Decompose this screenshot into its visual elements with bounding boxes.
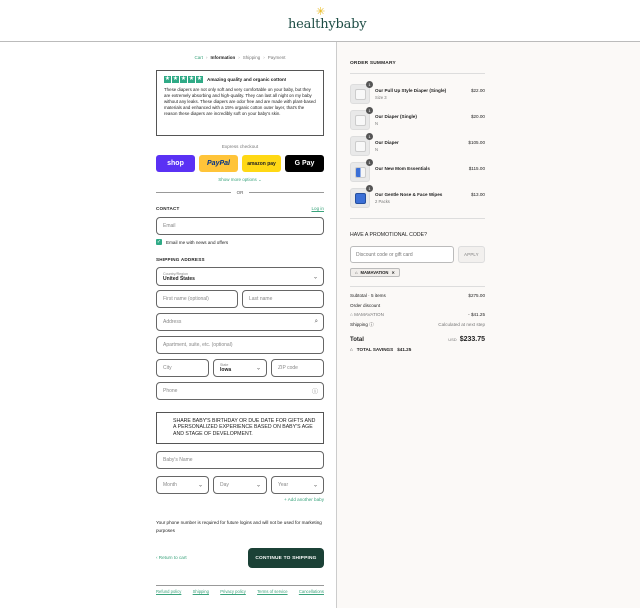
quantity-badge: 1 xyxy=(366,185,373,192)
order-summary-title: ORDER SUMMARY xyxy=(350,61,396,66)
chevron-down-icon: ⌄ xyxy=(255,365,261,372)
birth-day-select[interactable] xyxy=(213,476,267,494)
shipping-label: Shipping xyxy=(350,322,368,327)
star-rating xyxy=(164,76,316,83)
zip-field[interactable] xyxy=(271,359,324,377)
item-name: Our Diaper (Single) xyxy=(375,114,417,119)
logo-text: healthybaby xyxy=(288,17,367,32)
item-price: $105.00 xyxy=(468,140,485,145)
star-icon: ★ xyxy=(188,76,195,82)
country-value: United States xyxy=(163,275,195,282)
search-icon: ⌕ xyxy=(314,318,318,325)
last-name-field[interactable] xyxy=(242,290,324,308)
phone-placeholder: Phone xyxy=(163,388,178,394)
star-icon: ★ xyxy=(196,76,203,82)
last-name-placeholder: Last name xyxy=(249,296,273,302)
help-circle-icon[interactable]: ⓘ xyxy=(311,389,318,396)
chevron-down-icon: ⌄ xyxy=(312,274,318,280)
total-amount xyxy=(448,336,485,343)
quantity-badge: 1 xyxy=(366,107,373,114)
summary-divider xyxy=(350,218,485,219)
line-item xyxy=(350,188,485,208)
review-box xyxy=(156,70,324,136)
express-checkout-title: Express checkout xyxy=(221,144,259,149)
chevron-right-icon: › xyxy=(238,55,240,60)
shop-pay-button[interactable]: shop xyxy=(156,155,195,172)
total-savings-row xyxy=(350,347,485,352)
country-label: Country/Region xyxy=(163,271,188,276)
discount-code-placeholder: Discount code or gift card xyxy=(356,251,413,258)
item-name: Our Diaper xyxy=(375,140,399,145)
address-placeholder: Address xyxy=(163,319,182,325)
discount-value: - $41.25 xyxy=(468,312,485,317)
checkout-form-column xyxy=(0,42,336,608)
line-item xyxy=(350,136,485,156)
contact-title: CONTACT xyxy=(156,206,180,211)
city-placeholder: City xyxy=(163,365,172,371)
baby-name-placeholder: Baby's Name xyxy=(163,457,193,463)
add-another-baby-link[interactable]: + Add another baby xyxy=(284,497,324,502)
footer-links xyxy=(156,589,324,594)
state-value: Iowa xyxy=(220,367,232,373)
sunburst-icon: ✳ xyxy=(316,6,326,18)
diaper-pack-icon xyxy=(355,141,366,152)
item-name: Our Pull Up Style Diaper (Single) xyxy=(375,88,447,93)
show-more-options-link[interactable]: Show more options ⌄ xyxy=(218,177,262,182)
or-divider xyxy=(156,189,324,195)
summary-divider xyxy=(350,286,485,287)
total-row xyxy=(350,336,485,343)
breadcrumb-shipping: Shipping xyxy=(242,55,261,60)
subtotal-row xyxy=(350,293,485,298)
order-discount-row xyxy=(350,303,485,308)
star-icon: ★ xyxy=(172,76,179,82)
year-placeholder: Year xyxy=(278,482,289,488)
or-text: OR xyxy=(236,189,244,195)
amazon-pay-button[interactable]: amazon pay xyxy=(242,155,281,172)
item-name: Our New Mom Essentials xyxy=(375,166,430,171)
continue-to-shipping-button[interactable]: CONTINUE TO SHIPPING xyxy=(248,548,324,568)
breadcrumb xyxy=(156,55,324,60)
essentials-kit-icon xyxy=(355,167,366,178)
zip-placeholder: ZIP code xyxy=(278,365,298,371)
total-label: Total xyxy=(350,337,364,343)
day-placeholder: Day xyxy=(220,482,229,488)
shipping-policy-link[interactable]: Shipping xyxy=(192,589,209,594)
star-icon: ★ xyxy=(180,76,187,82)
remove-discount-icon[interactable]: ✕ xyxy=(391,270,395,275)
star-icon: ★ xyxy=(164,76,171,82)
applied-discount-tag xyxy=(350,268,400,277)
item-variant: Size 3 xyxy=(375,95,387,100)
state-select[interactable] xyxy=(213,359,267,377)
express-payment-buttons xyxy=(156,155,324,172)
country-select[interactable] xyxy=(156,267,324,286)
line-item xyxy=(350,110,485,130)
newsletter-label: Email me with news and offers xyxy=(166,239,229,245)
chevron-right-icon: › xyxy=(205,55,208,60)
currency-code: USD xyxy=(448,337,457,342)
phone-field[interactable] xyxy=(156,382,324,400)
discount-code-name: MAMAVATION xyxy=(354,312,384,317)
shipping-label-group xyxy=(350,322,374,328)
divider-line xyxy=(249,192,324,193)
birth-year-select[interactable] xyxy=(271,476,324,494)
diaper-pack-icon xyxy=(355,115,366,126)
item-price: $22.00 xyxy=(470,88,485,93)
google-pay-button[interactable]: G Pay xyxy=(285,155,324,172)
address-field[interactable] xyxy=(156,313,324,331)
wipes-pack-icon xyxy=(355,193,366,204)
quantity-badge: 1 xyxy=(366,133,373,140)
breadcrumb-information: Information xyxy=(210,55,236,60)
cancellations-link[interactable]: Cancellations xyxy=(298,589,324,594)
breadcrumb-payment: Payment xyxy=(267,55,286,60)
birth-month-select[interactable] xyxy=(156,476,209,494)
discount-code-applied xyxy=(350,312,384,317)
help-circle-icon[interactable]: ⓘ xyxy=(369,322,374,327)
item-variant: N xyxy=(375,147,379,152)
chevron-right-icon: › xyxy=(263,55,265,60)
savings-label: TOTAL SAVINGS xyxy=(356,347,394,352)
return-to-cart-link[interactable]: ‹ Return to cart xyxy=(156,555,187,560)
promo-title: HAVE A PROMOTIONAL CODE? xyxy=(350,232,427,238)
discount-code-input[interactable] xyxy=(350,246,454,263)
month-placeholder: Month xyxy=(163,482,177,488)
chevron-down-icon: ⌄ xyxy=(255,482,261,489)
line-item xyxy=(350,84,485,104)
footer-divider xyxy=(156,585,324,586)
refund-policy-link[interactable]: Refund policy xyxy=(156,589,182,594)
newsletter-checkbox-row[interactable] xyxy=(156,239,228,245)
email-field[interactable] xyxy=(156,217,324,235)
subtotal-label: Subtotal · 5 items xyxy=(350,293,386,298)
discount-tag-label: MAMAVATION xyxy=(360,270,389,275)
subtotal-value: $275.00 xyxy=(468,293,485,298)
item-variant: 2 Packs xyxy=(375,199,390,204)
line-item xyxy=(350,162,485,182)
tag-icon: ⌂ xyxy=(350,312,355,317)
shipping-address-title: SHIPPING ADDRESS xyxy=(156,257,205,262)
item-price: $20.00 xyxy=(470,114,485,119)
discount-code-row xyxy=(350,312,485,317)
shipping-value: Calculated at next step xyxy=(438,322,485,327)
divider-line xyxy=(156,192,231,193)
paypal-button[interactable]: PayPal xyxy=(199,155,238,172)
email-placeholder: Email xyxy=(163,223,176,229)
brand-logo[interactable] xyxy=(288,6,367,36)
terms-of-service-link[interactable]: Terms of service xyxy=(257,589,288,594)
baby-info-prompt: SHARE BABY'S BIRTHDAY OR DUE DATE FOR GIFTS AND A PERSONALIZED EXPERIENCE BASED ON BABY'S AGE AND STAGE OF DEVELOPMENT. xyxy=(156,412,324,444)
apartment-field[interactable] xyxy=(156,336,324,354)
quantity-badge: 1 xyxy=(366,159,373,166)
baby-name-field[interactable] xyxy=(156,451,324,469)
total-value: $233.75 xyxy=(459,336,485,343)
review-body: These diapers are not only soft and very comfortable on your baby, but they are extremely absorbing and high-quality. They can last all night on my baby without any leaks. These diapers are odor free and are made with plant-based materials and enhanced with a 15% organic cotton outer layer, that's the reason these diapers are incredibly soft on your baby's skin. xyxy=(164,87,316,116)
shipping-row xyxy=(350,322,485,328)
item-variant: N xyxy=(375,121,379,126)
city-field[interactable] xyxy=(156,359,209,377)
review-title: Amazing quality and organic cotton! xyxy=(207,77,287,82)
savings-value: $41.25 xyxy=(397,347,412,352)
first-name-field[interactable] xyxy=(156,290,238,308)
chevron-down-icon: ⌄ xyxy=(197,482,203,489)
order-summary-panel xyxy=(336,42,640,608)
apartment-placeholder: Apartment, suite, etc. (optional) xyxy=(163,342,233,348)
order-discount-label: Order discount xyxy=(350,303,381,308)
tag-icon: ⌂ xyxy=(355,270,358,275)
item-price: $115.00 xyxy=(468,166,485,171)
phone-note: Your phone number is required for future logins and will not be used for marketing purposes xyxy=(156,520,322,533)
summary-divider xyxy=(350,73,485,74)
quantity-badge: 1 xyxy=(366,81,373,88)
item-price: $13.00 xyxy=(470,192,485,197)
state-label: State xyxy=(220,363,229,367)
diaper-pack-icon xyxy=(355,89,366,100)
chevron-down-icon: ⌄ xyxy=(312,482,318,489)
privacy-policy-link[interactable]: Privacy policy xyxy=(220,589,246,594)
item-name: Our Gentle Nose & Face Wipes xyxy=(375,192,443,197)
login-link[interactable]: Log in xyxy=(311,206,324,211)
checkbox-checked-icon[interactable]: ✓ xyxy=(156,239,162,245)
first-name-placeholder: First name (optional) xyxy=(163,296,209,302)
savings-tag-icon: ⌂ xyxy=(350,347,353,352)
site-header xyxy=(0,0,640,42)
breadcrumb-cart[interactable]: Cart xyxy=(194,55,203,60)
apply-discount-button[interactable]: APPLY xyxy=(458,246,485,263)
